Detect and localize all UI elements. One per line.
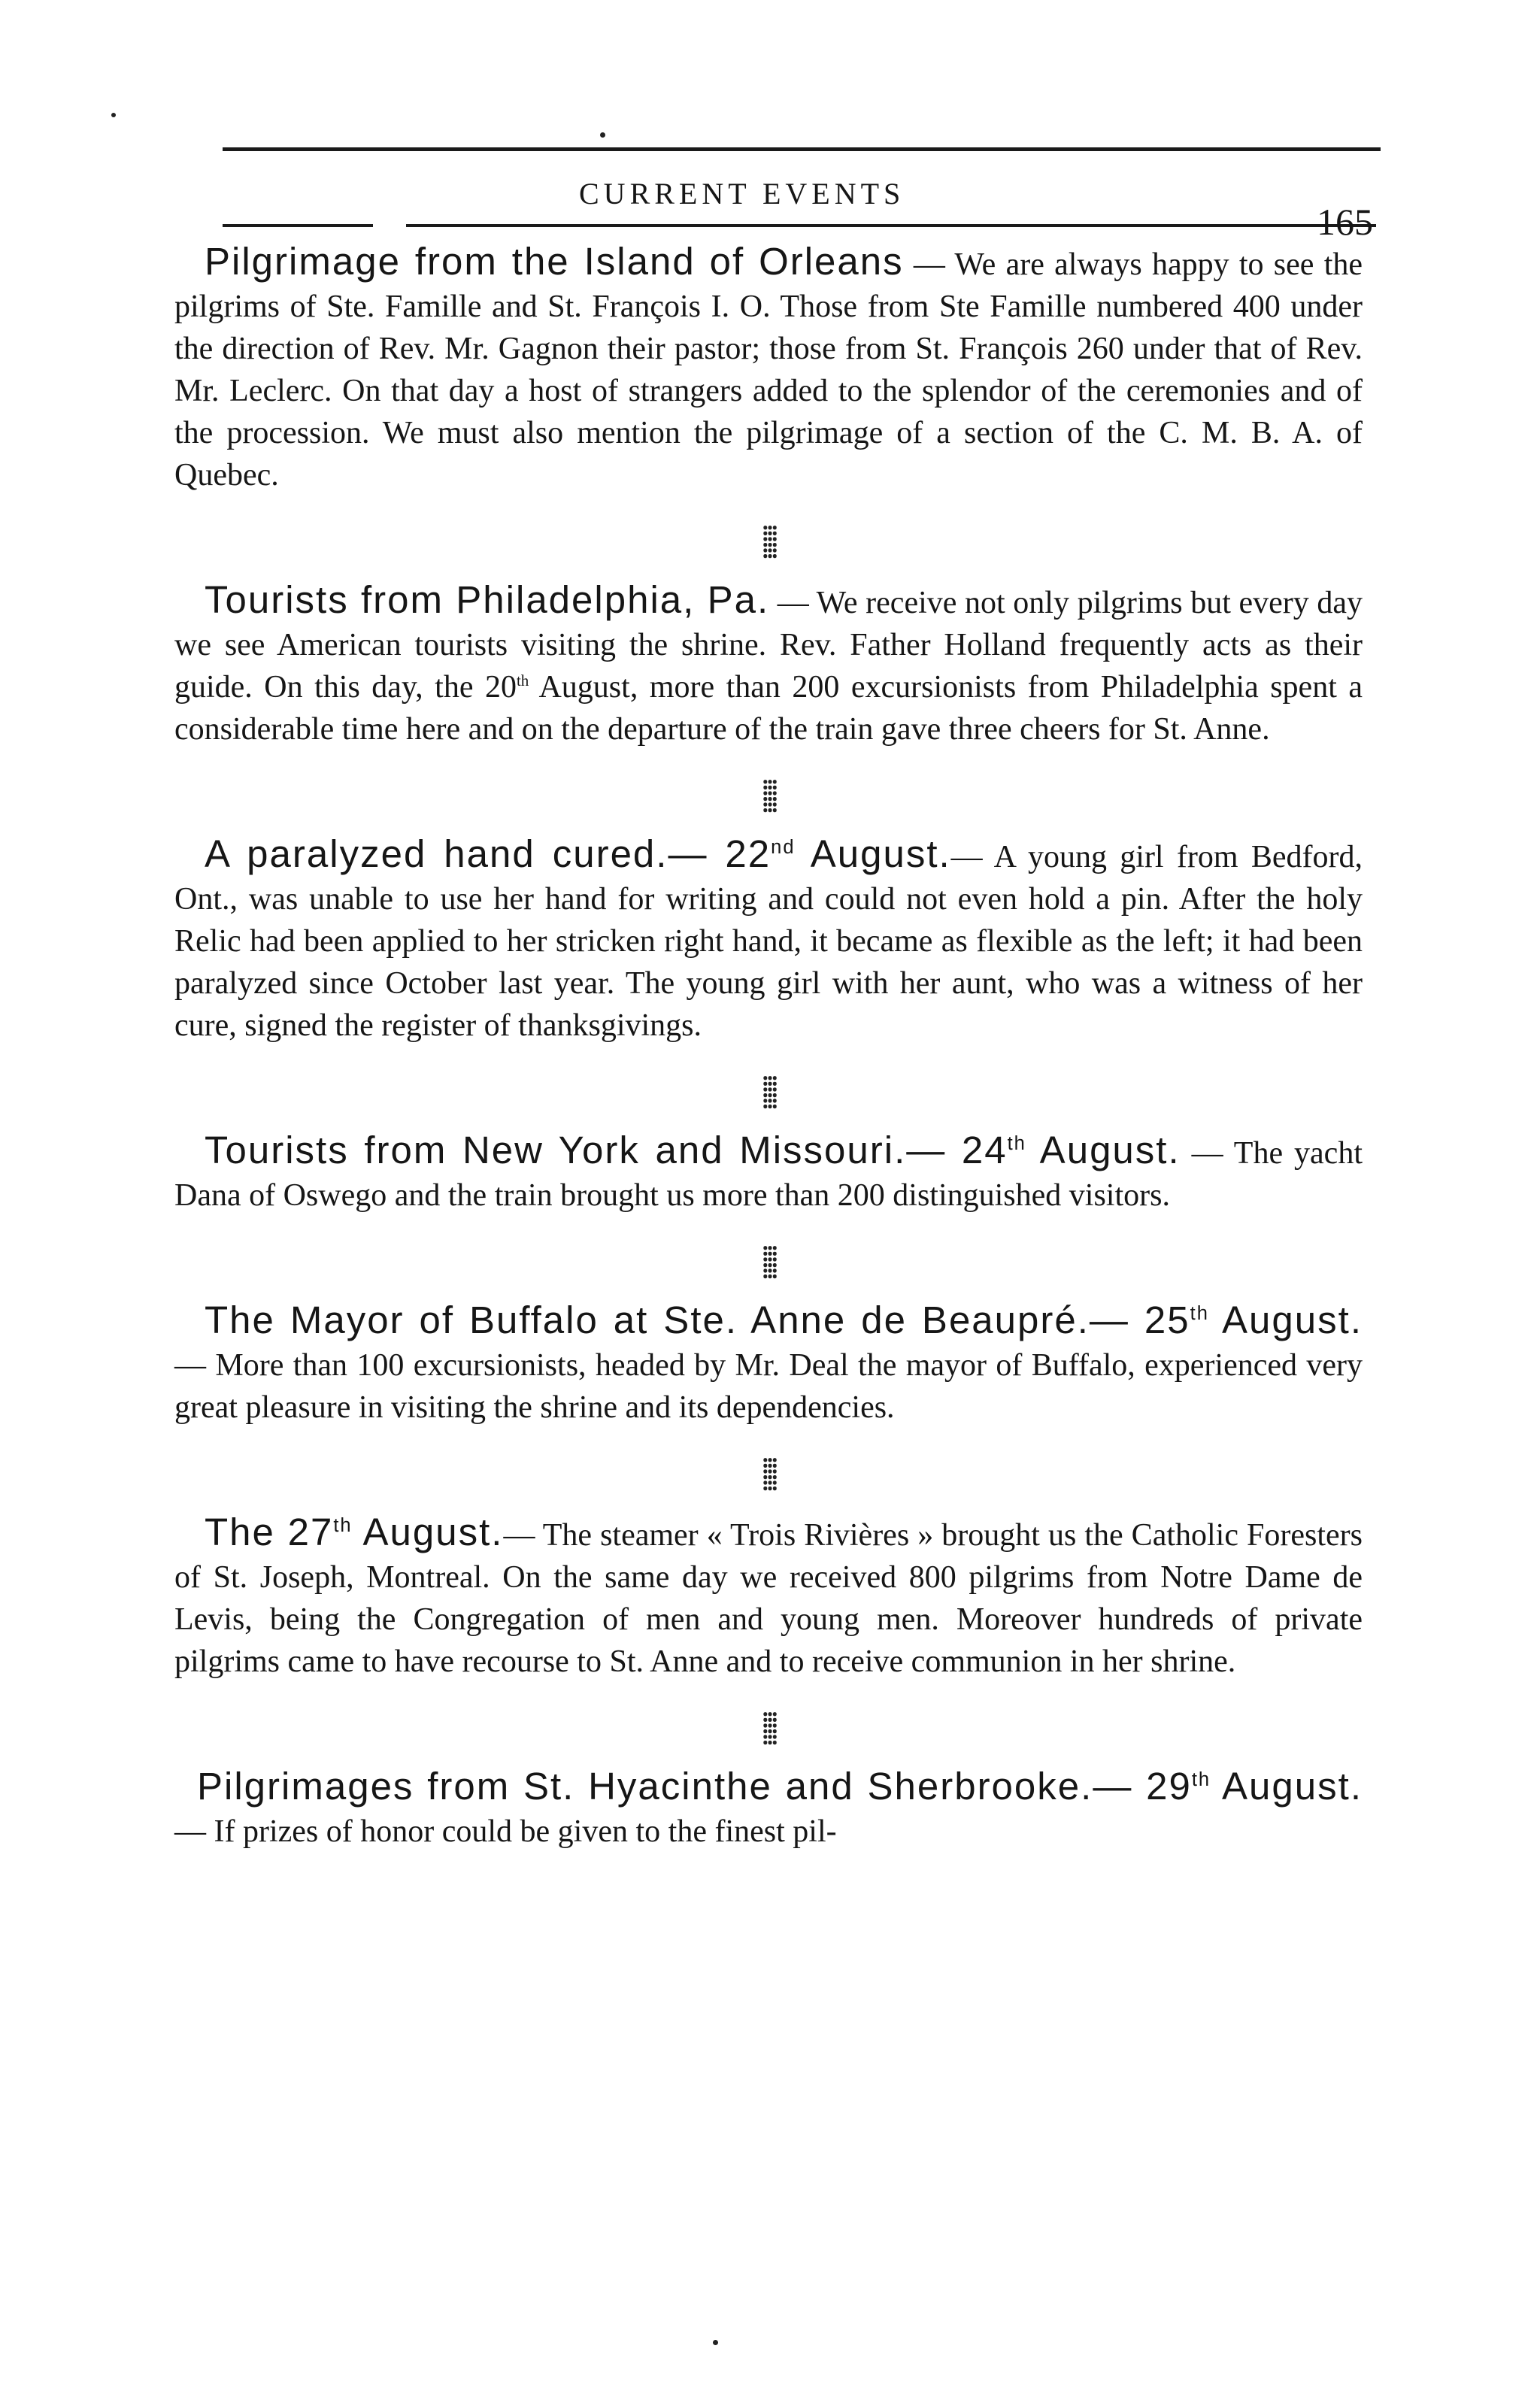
- entry-paragraph: [174, 1511, 1363, 1683]
- speck: [111, 113, 116, 117]
- section-ornament: ⸽⸽⸽: [761, 1457, 776, 1491]
- entry-new-york-missouri: [174, 1129, 1363, 1217]
- entry-paragraph: [174, 1129, 1363, 1217]
- entry-heading: Pilgrimage from the Island of Orleans: [205, 240, 904, 283]
- entry-paragraph: [174, 1299, 1363, 1429]
- entry-text: — If prizes of honor could be given to the finest pil-: [174, 1814, 837, 1849]
- entry-heading: A paralyzed hand cured.— 22nd August.: [205, 832, 951, 875]
- entry-paragraph: [174, 1765, 1363, 1853]
- entry-text: — More than 100 excursionists, headed by Mr. Deal the mayor of Buffalo, experienced very great pleasure in visiting the shrine and its dependencies.: [174, 1348, 1363, 1425]
- entry-heading: Pilgrimages from St. Hyacinthe and Sherbrooke.— 29th August.: [197, 1765, 1363, 1808]
- entry-heading: Tourists from Philadelphia, Pa.: [205, 578, 770, 621]
- section-ornament: ⸽⸽⸽: [761, 1711, 776, 1745]
- entry-mayor-buffalo: [174, 1299, 1363, 1429]
- speck: [600, 132, 605, 138]
- entry-text: — A young girl from Bedford, Ont., was unable to use her hand for writing and could not even hold a pin. After the holy Relic had been applied to her stricken right hand, it became as flexible as the left; it had been paralyzed since October last year. The young girl with her aunt, who was a witness of her cure, signed the register of thanksgivings.: [174, 840, 1363, 1043]
- entry-paragraph: [174, 833, 1363, 1047]
- section-ornament: ⸽⸽⸽: [761, 1245, 776, 1279]
- running-header: [218, 174, 1376, 243]
- section-ornament: ⸽⸽⸽: [761, 1075, 776, 1109]
- speck: [713, 2340, 718, 2345]
- entry-st-hyacinthe-sherbrooke: [174, 1765, 1363, 1853]
- section-ornament: ⸽⸽⸽: [761, 779, 776, 813]
- entry-text: — The yacht Dana of Oswego and the train brought us more than 200 distinguished visitors.: [174, 1136, 1363, 1213]
- entry-text: — We receive not only pilgrims but every day we see American tourists visiting the shrine. Rev. Father Holland frequently acts as their guide. On this day, the 20th August, more than 200 excursionists from Philadelphia spent a considerable time here and on the departure of the train gave three cheers for St. Anne.: [174, 586, 1363, 747]
- entry-philadelphia: [174, 579, 1363, 750]
- running-title: CURRENT EVENTS: [579, 177, 905, 211]
- entry-text: — We are always happy to see the pilgrims of Ste. Famille and St. François I. O. Those from Ste Famille numbered 400 under the direction of Rev. Mr. Gagnon their pastor; those from St. François 260 under that of Rev. Mr. Leclerc. On that day a host of strangers added to the splendor of the ceremonies and of the procession. We must also mention the pilgrimage of a section of the C. M. B. A. of Quebec.: [174, 247, 1363, 492]
- entry-paralyzed-hand: [174, 833, 1363, 1047]
- entry-paragraph: [174, 239, 1363, 496]
- entry-orleans: [174, 239, 1363, 496]
- entry-heading: The Mayor of Buffalo at Ste. Anne de Beaupré.— 25th August.: [205, 1299, 1363, 1341]
- entry-27th-august: [174, 1511, 1363, 1683]
- entry-heading: The 27th August.: [205, 1511, 504, 1553]
- page-number: 165: [1317, 201, 1373, 243]
- entry-text: — The steamer « Trois Rivières » brought us the Catholic Foresters of St. Joseph, Montreal. On the same day we received 800 pilgrims from Notre Dame de Levis, being the Congregation of men and young men. Moreover hundreds of private pilgrims came to have recourse to St. Anne and to receive communion in her shrine.: [174, 1518, 1363, 1679]
- header-rule-top: [223, 147, 1381, 151]
- entry-paragraph: [174, 579, 1363, 750]
- section-ornament: ⸽⸽⸽: [761, 525, 776, 559]
- article-body: [174, 239, 1363, 1881]
- entry-heading: Tourists from New York and Missouri.— 24th August.: [205, 1129, 1181, 1171]
